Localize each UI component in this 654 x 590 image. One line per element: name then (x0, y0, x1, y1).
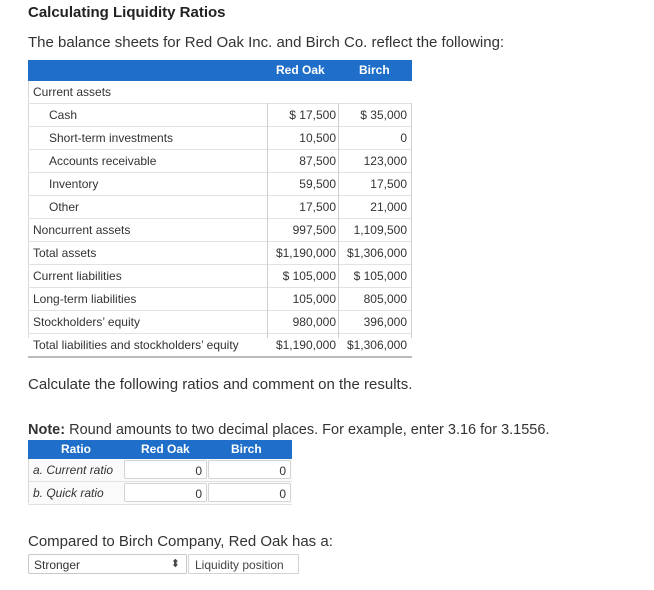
note-body: Round amounts to two decimal places. For example, enter 3.16 for 3.1556. (65, 422, 550, 438)
table-row: Noncurrent assets 997,500 1,109,500 (28, 219, 412, 242)
quick-ratio-red-oak-input[interactable]: 0 (124, 483, 207, 502)
table-row: b. Quick ratio 0 0 (28, 482, 292, 505)
page-title: Calculating Liquidity Ratios (28, 4, 226, 21)
table-row: Short-term investments 10,500 0 (28, 127, 412, 150)
column-divider (267, 103, 268, 338)
table-left-border (28, 459, 29, 503)
table-row: Long-term liabilities 105,000 805,000 (28, 288, 412, 311)
balance-sheet-header (28, 60, 412, 81)
header-birch: Birch (231, 442, 262, 456)
table-row: Current assets (28, 81, 412, 104)
question-text: Calculate the following ratios and comment on the results. (28, 376, 413, 393)
current-ratio-red-oak-input[interactable]: 0 (124, 460, 207, 479)
note-text (28, 422, 549, 438)
table-row: a. Current ratio 0 0 (28, 459, 292, 482)
quick-ratio-birch-input[interactable]: 0 (208, 483, 291, 502)
header-ratio: Ratio (61, 442, 91, 456)
note-label: Note: (28, 422, 66, 438)
column-divider (338, 103, 339, 338)
header-red-oak: Red Oak (141, 442, 190, 456)
header-red-oak: Red Oak (276, 63, 325, 77)
dropdown-selected-value: Stronger (34, 558, 81, 572)
table-row: Total liabilities and stockholders’ equity $1,190,000 $1,306,000 (28, 334, 412, 358)
table-row: Stockholders’ equity 980,000 396,000 (28, 311, 412, 334)
chevron-updown-icon: ⬍ (170, 558, 180, 570)
balance-sheet-table (28, 60, 412, 358)
current-ratio-birch-input[interactable]: 0 (208, 460, 291, 479)
table-row: Other 17,500 21,000 (28, 196, 412, 219)
table-row: Accounts receivable 87,500 123,000 (28, 150, 412, 173)
table-row: Current liabilities $ 105,000 $ 105,000 (28, 265, 412, 288)
header-birch: Birch (359, 63, 390, 77)
table-row: Total assets $1,190,000 $1,306,000 (28, 242, 412, 265)
comparison-prompt: Compared to Birch Company, Red Oak has a: (28, 533, 333, 550)
ratio-table (28, 440, 292, 505)
liquidity-position-label: Liquidity position (188, 554, 299, 574)
ratio-table-header (28, 440, 292, 459)
table-row: Cash $ 17,500 $ 35,000 (28, 104, 412, 127)
intro-text: The balance sheets for Red Oak Inc. and Birch Co. reflect the following: (28, 34, 505, 51)
liquidity-dropdown[interactable] (28, 554, 187, 574)
table-row: Inventory 59,500 17,500 (28, 173, 412, 196)
column-divider (411, 103, 412, 338)
